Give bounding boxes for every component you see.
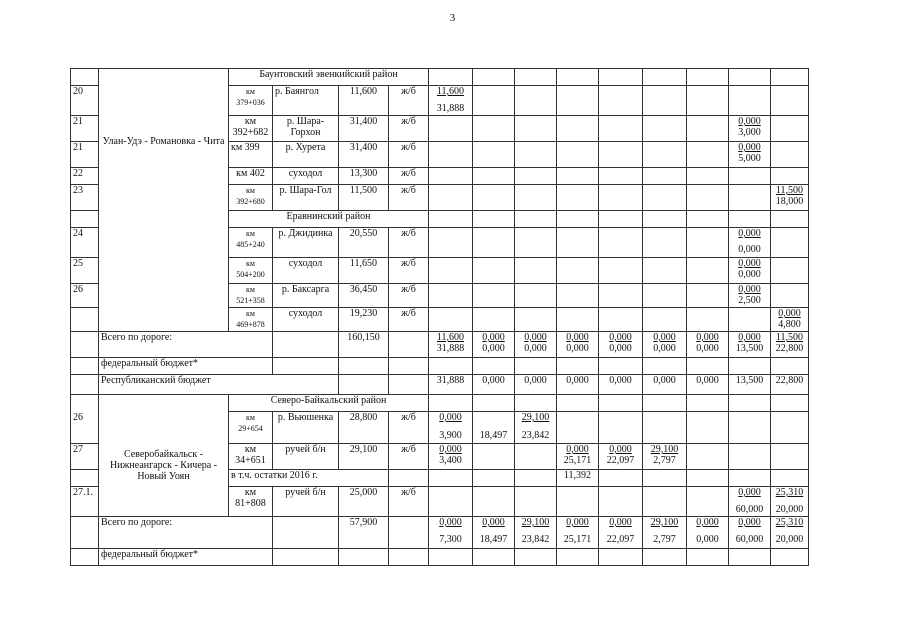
total-bottom: 0,000 <box>566 343 589 354</box>
total-bottom: 18,497 <box>479 534 508 545</box>
table-row <box>71 258 809 284</box>
value-bottom: 23,842 <box>521 430 550 441</box>
value-top: 0,000 <box>738 142 761 153</box>
total-top: 29,100 <box>521 517 550 528</box>
value-bottom: 4,800 <box>778 319 801 330</box>
type-value: ж/б <box>389 116 429 142</box>
km-value: 34+651 <box>235 455 266 466</box>
length-value: 13,300 <box>339 168 389 185</box>
row-number: 26 <box>71 412 99 444</box>
row-number: 22 <box>71 168 99 185</box>
value-bottom: 5,000 <box>738 153 761 164</box>
length-value: 20,550 <box>339 228 389 258</box>
total-length: 160,150 <box>339 332 389 358</box>
object-name: ручей б/н <box>273 444 339 470</box>
length-value: 31,400 <box>339 116 389 142</box>
type-value: ж/б <box>389 142 429 168</box>
km-value: 521+358 <box>236 296 265 305</box>
value-bottom: 22,097 <box>606 455 635 466</box>
road-name: Северобайкальск - Нижнеангарск - Кичера - Новый Уоян <box>99 444 229 487</box>
object-name: суходол <box>273 168 339 185</box>
km-value: 469+878 <box>236 320 265 329</box>
object-name: суходол <box>273 258 339 284</box>
object-name: суходол <box>273 308 339 332</box>
value-bottom: 3,900 <box>439 430 462 441</box>
total-bottom: 20,000 <box>775 534 804 545</box>
value-top: 0,000 <box>738 284 761 295</box>
value-bottom: 18,497 <box>479 430 508 441</box>
object-name: ручей б/н <box>273 487 339 517</box>
km-label: км 399 <box>229 142 273 168</box>
value-top: 11,600 <box>436 86 465 97</box>
value-bottom: 60,000 <box>735 504 764 515</box>
row-number: 23 <box>71 185 99 211</box>
total-top: 25,310 <box>775 517 804 528</box>
total-top: 0,000 <box>566 332 589 343</box>
value-bottom: 0,000 <box>738 244 761 255</box>
value-top: 0,000 <box>566 444 589 455</box>
type-value: ж/б <box>389 308 429 332</box>
km-value: 379+036 <box>236 98 265 107</box>
remainder-label: в т.ч. остатки 2016 г. <box>229 470 389 487</box>
total-top: 0,000 <box>566 517 589 528</box>
value-bottom: 2,500 <box>738 295 761 306</box>
type-value: ж/б <box>389 168 429 185</box>
km-label: км <box>246 259 255 268</box>
row-number: 21 <box>71 142 99 168</box>
value-top: 0,000 <box>439 444 462 455</box>
total-bottom: 13,500 <box>735 343 764 354</box>
total-top: 29,100 <box>650 517 679 528</box>
length-value: 11,650 <box>339 258 389 284</box>
type-value: ж/б <box>389 258 429 284</box>
km-label: км <box>246 413 255 422</box>
table-row <box>71 116 809 142</box>
row-number: 21 <box>71 116 99 142</box>
table-row <box>71 358 809 375</box>
length-value: 36,450 <box>339 284 389 308</box>
total-bottom: 7,300 <box>439 534 462 545</box>
row-number: 27 <box>71 444 99 470</box>
object-name: р. Хурета <box>273 142 339 168</box>
total-row <box>71 517 809 549</box>
budget-table <box>70 68 809 566</box>
value-top: 0,000 <box>738 487 761 498</box>
length-value: 11,500 <box>339 185 389 211</box>
budget-value: 13,500 <box>729 375 771 395</box>
km-value: 29+654 <box>238 424 263 433</box>
fed-budget-label: федеральный бюджет* <box>99 549 273 566</box>
total-top: 0,000 <box>439 517 462 528</box>
total-bottom: 2,797 <box>653 534 676 545</box>
total-top: 0,000 <box>482 332 505 343</box>
table-row <box>71 86 809 116</box>
table-row <box>71 487 809 517</box>
table-row <box>71 412 809 444</box>
total-top: 0,000 <box>696 517 719 528</box>
km-label: км <box>246 87 255 96</box>
total-top: 0,000 <box>738 332 761 343</box>
remainder-value: 11,392 <box>557 470 599 487</box>
value-top: 0,000 <box>738 258 761 269</box>
value-top: 29,100 <box>521 412 550 423</box>
district-header: Баунтовский эвенкийский район <box>229 69 429 86</box>
value-top: 0,000 <box>609 444 632 455</box>
value-top: 0,000 <box>738 228 761 239</box>
total-top: 0,000 <box>524 332 547 343</box>
value-bottom: 31,888 <box>436 103 465 114</box>
length-value: 25,000 <box>339 487 389 517</box>
row-number: 20 <box>71 86 99 116</box>
total-bottom: 31,888 <box>436 343 465 354</box>
km-value: 504+200 <box>236 270 265 279</box>
total-bottom: 60,000 <box>735 534 764 545</box>
value-top: 11,500 <box>775 185 804 196</box>
total-top: 0,000 <box>609 332 632 343</box>
table-row <box>71 284 809 308</box>
total-bottom: 23,842 <box>521 534 550 545</box>
table-row <box>71 308 809 332</box>
table-row <box>71 168 809 185</box>
length-value: 11,600 <box>339 86 389 116</box>
budget-table-sheet <box>70 68 809 566</box>
total-bottom: 0,000 <box>696 534 719 545</box>
object-name: р. Вьюшенка <box>273 412 339 444</box>
type-value: ж/б <box>389 86 429 116</box>
table-row <box>71 375 809 395</box>
km-value: 485+240 <box>236 240 265 249</box>
value-bottom: 0,000 <box>738 269 761 280</box>
length-value: 31,400 <box>339 142 389 168</box>
budget-value: 0,000 <box>557 375 599 395</box>
value-bottom: 3,400 <box>439 455 462 466</box>
km-label: км <box>244 444 257 455</box>
object-name: р. Шара-Горхон <box>273 116 339 142</box>
page-number: 3 <box>449 12 456 24</box>
road-name: Улан-Удэ - Романовка - Чита <box>99 116 229 168</box>
row-number: 25 <box>71 258 99 284</box>
km-value: 392+682 <box>232 127 269 138</box>
budget-value: 0,000 <box>473 375 515 395</box>
total-bottom: 0,000 <box>524 343 547 354</box>
type-value: ж/б <box>389 487 429 517</box>
table-row <box>71 228 809 258</box>
type-value: ж/б <box>389 228 429 258</box>
km-label: км 402 <box>229 168 273 185</box>
budget-value: 22,800 <box>771 375 809 395</box>
type-value: ж/б <box>389 444 429 470</box>
table-row <box>71 69 809 86</box>
total-bottom: 0,000 <box>653 343 676 354</box>
total-label: Всего по дороге: <box>99 517 273 549</box>
km-label: км <box>246 229 255 238</box>
table-row <box>71 211 809 228</box>
km-label: км <box>244 116 257 127</box>
type-value: ж/б <box>389 185 429 211</box>
total-top: 11,600 <box>436 332 465 343</box>
republic-budget-label: Республиканский бюджет <box>99 375 339 395</box>
fed-budget-label: федеральный бюджет* <box>99 358 273 375</box>
total-bottom: 0,000 <box>482 343 505 354</box>
total-bottom: 0,000 <box>609 343 632 354</box>
total-bottom: 22,097 <box>606 534 635 545</box>
total-bottom: 25,171 <box>563 534 592 545</box>
total-top: 0,000 <box>609 517 632 528</box>
km-label: км <box>246 186 255 195</box>
district-header: Северо-Байкальский район <box>229 395 429 412</box>
total-length: 57,900 <box>339 517 389 549</box>
table-row <box>71 549 809 566</box>
length-value: 28,800 <box>339 412 389 444</box>
budget-value: 0,000 <box>643 375 687 395</box>
row-number: 24 <box>71 228 99 258</box>
budget-value: 0,000 <box>599 375 643 395</box>
total-top: 0,000 <box>653 332 676 343</box>
total-top: 0,000 <box>696 332 719 343</box>
district-header: Еравнинский район <box>229 211 429 228</box>
km-value: 81+808 <box>235 498 266 509</box>
table-row <box>71 444 809 470</box>
table-row <box>71 185 809 211</box>
value-top: 25,310 <box>775 487 804 498</box>
length-value: 29,100 <box>339 444 389 470</box>
budget-value: 31,888 <box>429 375 473 395</box>
value-bottom: 18,000 <box>775 196 804 207</box>
total-label: Всего по дороге: <box>99 332 273 358</box>
table-row <box>71 395 809 412</box>
total-top: 0,000 <box>482 517 505 528</box>
total-top: 0,000 <box>738 517 761 528</box>
value-top: 0,000 <box>439 412 462 423</box>
budget-value: 0,000 <box>687 375 729 395</box>
total-row <box>71 332 809 358</box>
object-name: р. Баксарга <box>273 284 339 308</box>
object-name: р. Шара-Гол <box>273 185 339 211</box>
km-label: км <box>244 487 257 498</box>
value-bottom: 25,171 <box>563 455 592 466</box>
value-top: 0,000 <box>778 308 801 319</box>
type-value: ж/б <box>389 412 429 444</box>
total-bottom: 0,000 <box>696 343 719 354</box>
row-number: 26 <box>71 284 99 308</box>
value-bottom: 20,000 <box>775 504 804 515</box>
km-label: км <box>246 285 255 294</box>
budget-value: 0,000 <box>515 375 557 395</box>
object-name: р. Баянгол <box>273 86 339 116</box>
value-top: 0,000 <box>738 116 761 127</box>
length-value: 19,230 <box>339 308 389 332</box>
km-label: км <box>246 309 255 318</box>
value-bottom: 2,797 <box>653 455 676 466</box>
object-name: р. Джидинка <box>273 228 339 258</box>
value-top: 29,100 <box>650 444 679 455</box>
total-bottom: 22,800 <box>775 343 804 354</box>
km-value: 392+680 <box>236 197 265 206</box>
total-top: 11,500 <box>775 332 804 343</box>
type-value: ж/б <box>389 284 429 308</box>
value-bottom: 3,000 <box>738 127 761 138</box>
row-number: 27.1. <box>71 487 99 517</box>
